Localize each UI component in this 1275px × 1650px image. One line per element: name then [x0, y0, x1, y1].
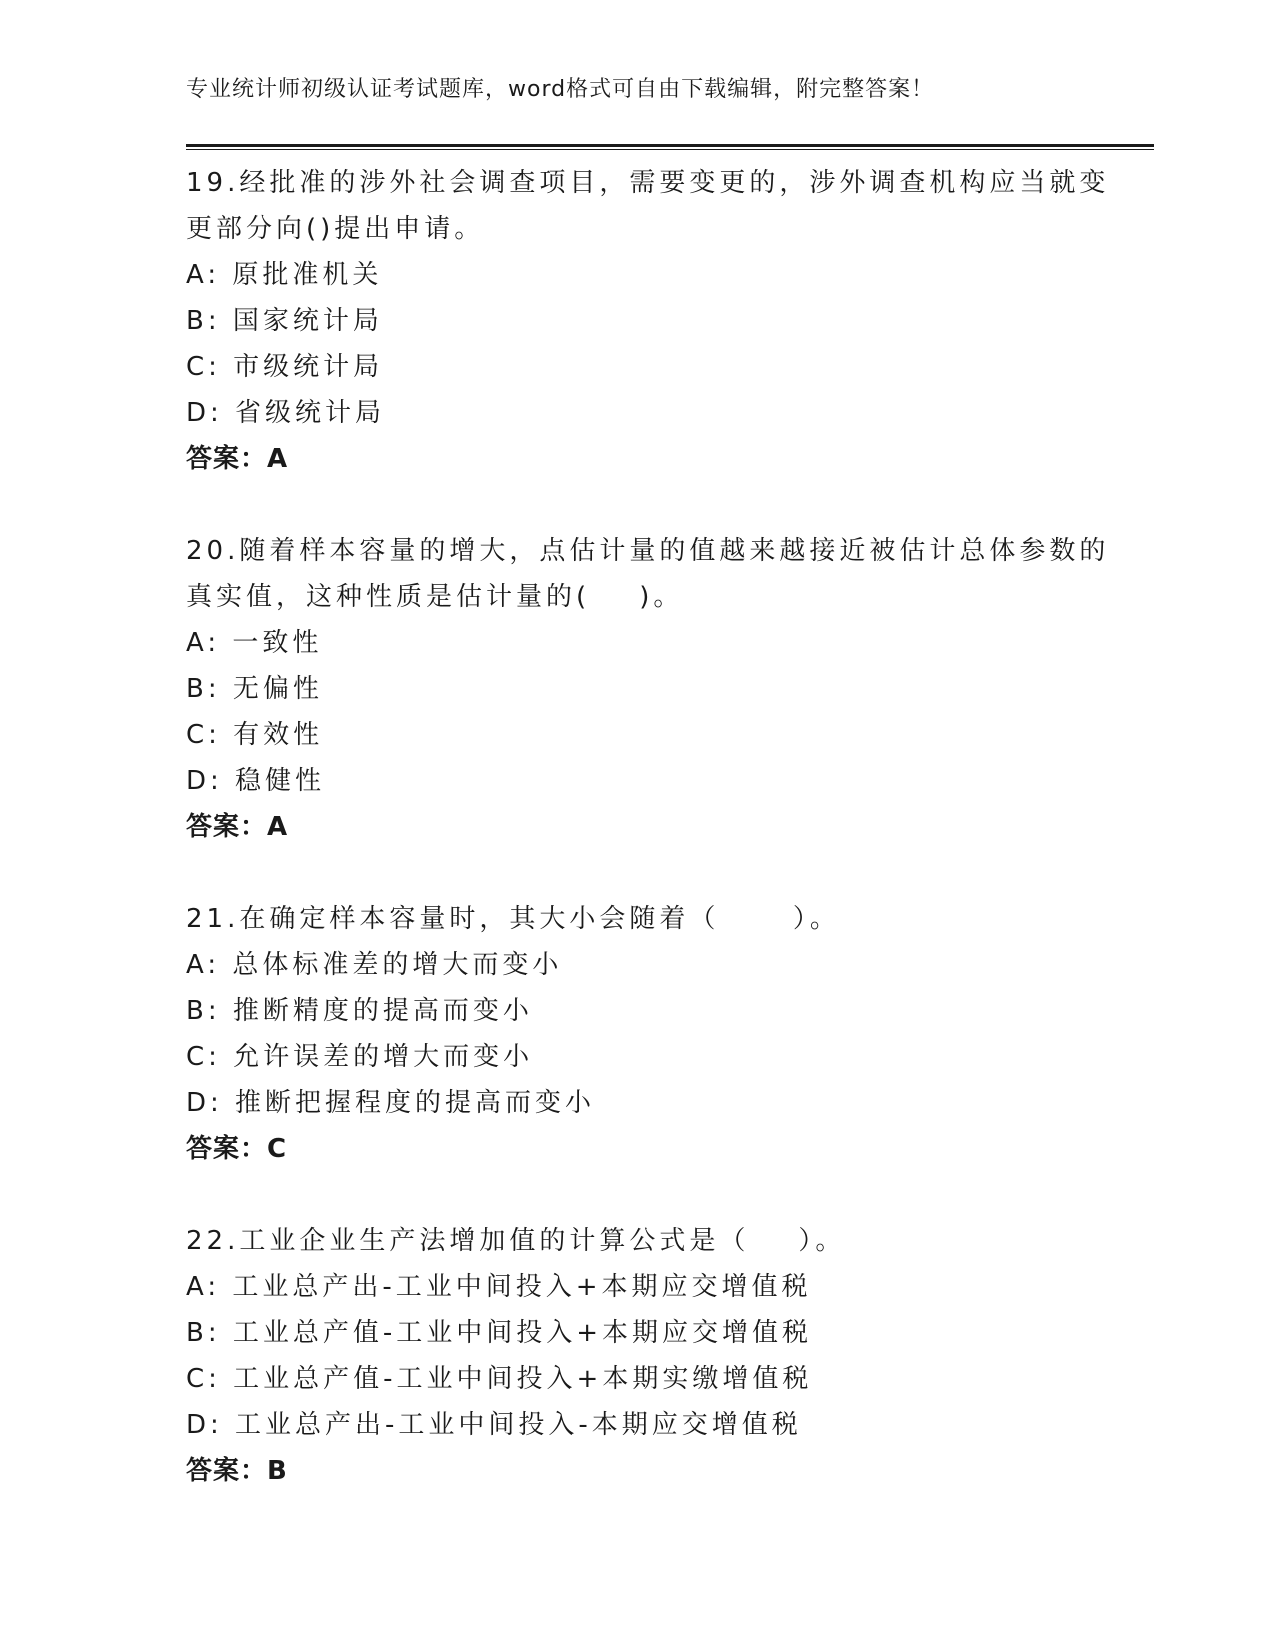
- question-stem-line: 19.经批准的涉外社会调查项目，需要变更的，涉外调查机构应当就变: [186, 168, 1110, 198]
- option-d: D: 推断把握程度的提高而变小: [186, 1088, 596, 1118]
- question-stem-line: 20.随着样本容量的增大，点估计量的值越来越接近被估计总体参数的: [186, 536, 1110, 566]
- question-stem-line: 21.在确定样本容量时，其大小会随着（ ）。: [186, 904, 840, 934]
- option-b: B: 无偏性: [186, 674, 323, 704]
- option-a: A: 原批准机关: [186, 260, 383, 290]
- option-a: A: 总体标准差的增大而变小: [186, 950, 563, 980]
- question-22: [186, 1218, 1086, 1494]
- question-stem-line: 22.工业企业生产法增加值的计算公式是（ ）。: [186, 1226, 846, 1256]
- option-d: D: 省级统计局: [186, 398, 386, 428]
- question-stem-line: 真实值，这种性质是估计量的( )。: [186, 582, 684, 612]
- option-c: C: 工业总产值-工业中间投入+本期实缴增值税: [186, 1364, 813, 1394]
- option-d: D: 工业总产出-工业中间投入-本期应交增值税: [186, 1410, 802, 1440]
- option-d: D: 稳健性: [186, 766, 326, 796]
- option-c: C: 允许误差的增大而变小: [186, 1042, 534, 1072]
- option-a: A: 工业总产出-工业中间投入+本期应交增值税: [186, 1272, 812, 1302]
- answer-line: 答案：B: [186, 1456, 288, 1486]
- option-b: B: 工业总产值-工业中间投入+本期应交增值税: [186, 1318, 813, 1348]
- option-c: C: 有效性: [186, 720, 324, 750]
- answer-line: 答案：A: [186, 444, 289, 474]
- page-header: 专业统计师初级认证考试题库，word格式可自由下载编辑，附完整答案！: [186, 77, 935, 102]
- option-c: C: 市级统计局: [186, 352, 384, 382]
- answer-line: 答案：C: [186, 1134, 288, 1164]
- question-20: [186, 528, 1110, 850]
- header-divider: [186, 144, 1154, 150]
- question-19: [186, 160, 1110, 482]
- option-a: A: 一致性: [186, 628, 323, 658]
- option-b: B: 国家统计局: [186, 306, 383, 336]
- question-21: [186, 896, 1086, 1172]
- answer-line: 答案：A: [186, 812, 289, 842]
- option-b: B: 推断精度的提高而变小: [186, 996, 533, 1026]
- question-list: [186, 160, 1110, 1540]
- question-stem-line: 更部分向()提出申请。: [186, 214, 485, 244]
